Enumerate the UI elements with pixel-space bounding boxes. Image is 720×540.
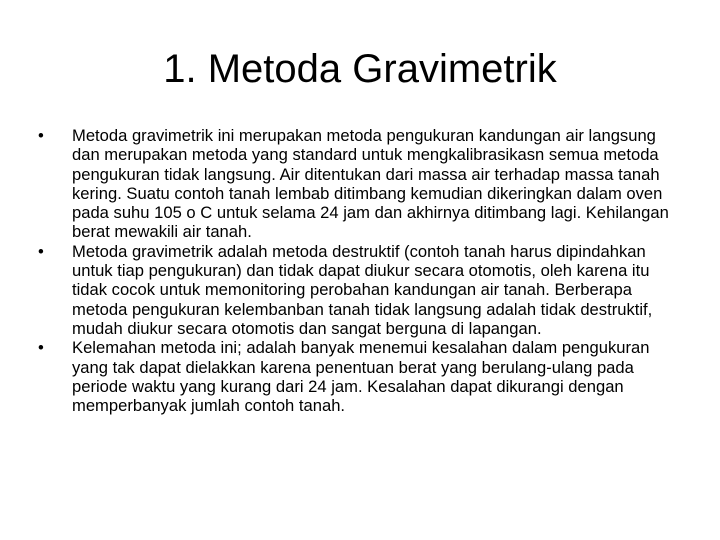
bullet-list <box>38 126 688 415</box>
bullet-text-2: Metoda gravimetrik adalah metoda destruktif (contoh tanah harus dipindahkan untuk tiap pengukuran) dan tidak dapat diukur secara otomotis, oleh karena itu tidak cocok untuk memonitoring perobahan kandungan air tanah. Berberapa metoda pengukuran kelembanban tanah tidak langsung adalah tidak destruktif, mudah diukur secara otomotis dan sangat berguna di lapangan. <box>72 241 653 338</box>
bullet-icon: • <box>38 126 44 145</box>
slide-title: 1. Metoda Gravimetrik <box>163 47 557 91</box>
bullet-icon: • <box>38 241 44 261</box>
bullet-item-1 <box>38 126 688 242</box>
bullet-text-3: Kelemahan metoda ini; adalah banyak menemui kesalahan dalam pengukuran yang tak dapat dielakkan karena penentuan berat yang berulang-ulang pada periode waktu yang kurang dari 24 jam. Kesalahan dapat dikurangi dengan memperbanyak jumlah contoh tanah. <box>72 338 650 416</box>
bullet-text-1: Metoda gravimetrik ini merupakan metoda pengukuran kandungan air langsung dan merupakan metoda yang standard untuk mengkalibrasikasn semua metoda pengukuran tidak langsung. Air ditentukan dari massa air terhadap massa tanah kering. Suatu contoh tanah lembab ditimbang kemudian dikeringkan dalam oven pada suhu 105 o C untuk selama 24 jam dan akhirnya ditimbang lagi. Kehilangan berat mewakili air tanah. <box>72 126 669 242</box>
bullet-item-2 <box>38 242 688 338</box>
bullet-item-3 <box>38 338 688 415</box>
bullet-icon: • <box>38 338 44 358</box>
